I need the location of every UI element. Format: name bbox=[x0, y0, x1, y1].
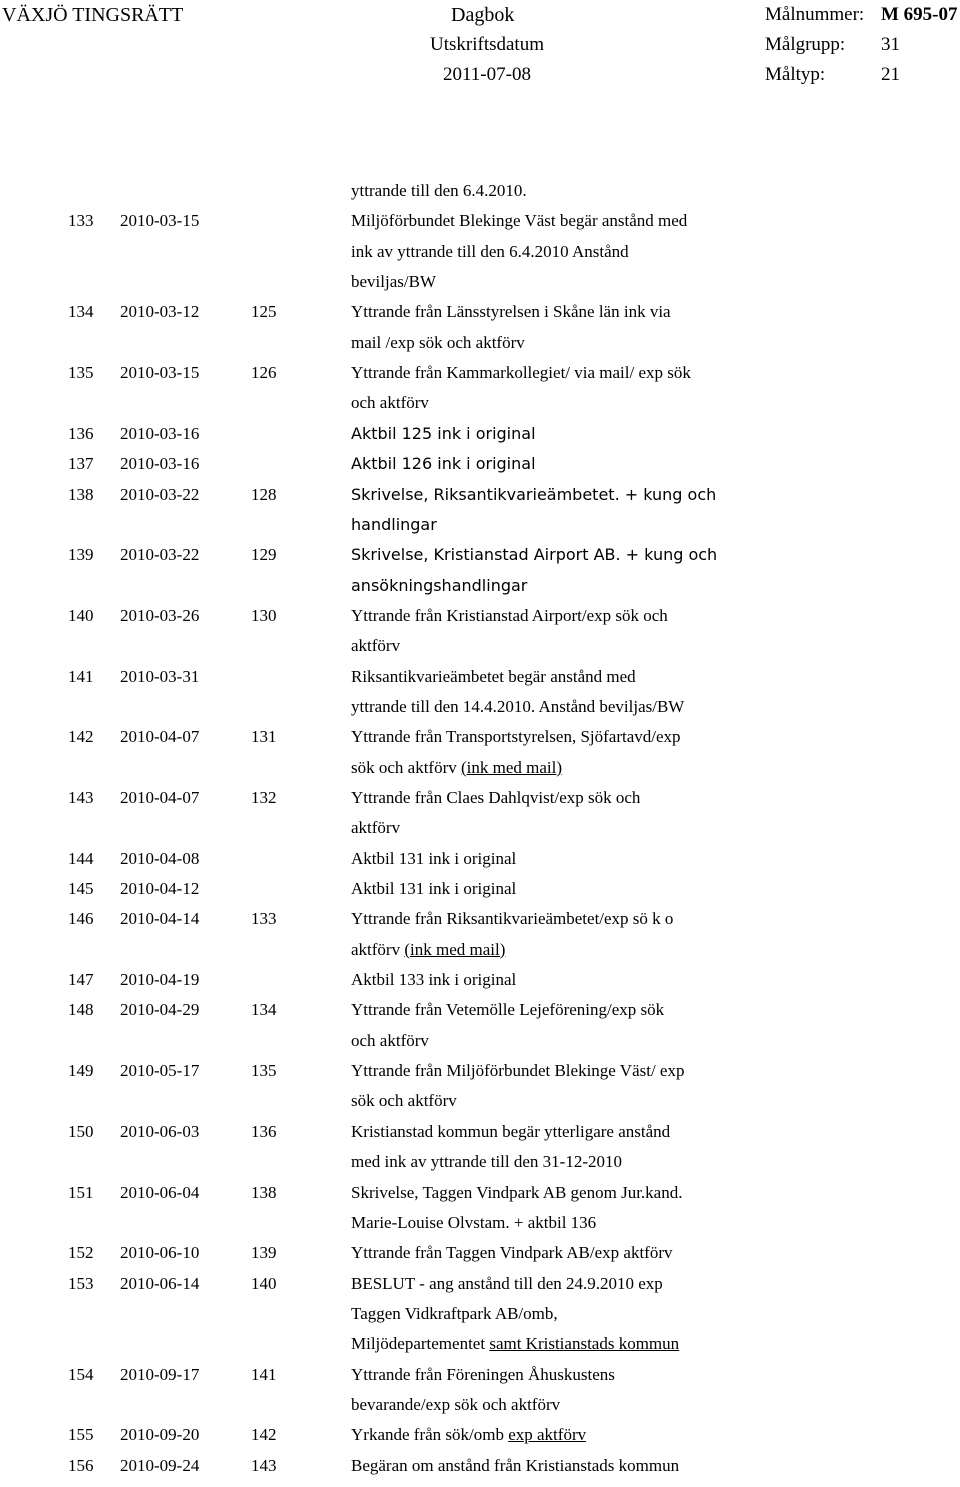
entry-aktbil: 139 bbox=[251, 1243, 277, 1263]
journal-entry bbox=[0, 211, 960, 302]
entry-text-line: Yttrande från Transportstyrelsen, Sjöfartavd/exp bbox=[351, 727, 681, 747]
entry-aktbil: 126 bbox=[251, 363, 277, 383]
entry-number: 146 bbox=[68, 909, 94, 929]
entry-number: 140 bbox=[68, 605, 94, 625]
print-date-label: Utskriftsdatum bbox=[430, 34, 544, 55]
entry-number: 143 bbox=[68, 788, 94, 807]
entry-text-line: Kristianstad kommun begär ytterligare anstånd bbox=[351, 1121, 671, 1141]
entry-date: 2010-04-12 bbox=[120, 879, 200, 899]
entry-text-line: Yttrande från Taggen Vindpark AB/exp aktförv bbox=[351, 1243, 673, 1263]
entry-text-line: mail /exp sök och aktförv bbox=[351, 332, 525, 352]
entry-date: 2010-06-03 bbox=[120, 1121, 200, 1141]
entry-aktbil: 143 bbox=[251, 1455, 277, 1475]
entry-text-line: ink av yttrande till den 6.4.2010 Anstånd bbox=[351, 241, 629, 261]
entry-text-line: och aktförv bbox=[351, 393, 429, 413]
entry-number: 151 bbox=[68, 1182, 94, 1202]
entry-text-line: handlingar bbox=[351, 514, 437, 534]
entry-text-line: Yttrande från Miljöförbundet Blekinge Väst/ exp bbox=[351, 1061, 685, 1081]
entry-text-line: Skrivelse, Taggen Vindpark AB genom Jur.kand. bbox=[351, 1182, 683, 1202]
entry-text-line: Yttrande från Vetemölle Lejeförening/exp sök bbox=[351, 1000, 665, 1020]
journal-entry bbox=[0, 1061, 960, 1122]
entry-date: 2010-04-29 bbox=[120, 1000, 200, 1020]
entry-number: 133 bbox=[68, 211, 94, 231]
entry-date: 2010-04-19 bbox=[120, 970, 200, 990]
entry-number: 144 bbox=[68, 848, 94, 868]
entry-number: 156 bbox=[68, 1455, 94, 1475]
entry-number: 135 bbox=[68, 363, 94, 383]
entry-text-line: Begäran om anstånd från Kristianstads kommun bbox=[351, 1455, 680, 1475]
entry-number: 150 bbox=[68, 1121, 94, 1141]
entry-aktbil: 134 bbox=[251, 1000, 277, 1020]
entry-text-line: och aktförv bbox=[351, 1030, 429, 1050]
entry-date: 2010-05-17 bbox=[120, 1061, 200, 1081]
entry-date: 2010-09-17 bbox=[120, 1364, 200, 1384]
entry-text-line: Miljödepartementet samt Kristianstads kommun bbox=[351, 1334, 680, 1354]
entry-aktbil: 136 bbox=[251, 1121, 277, 1141]
entry-date: 2010-04-07 bbox=[120, 727, 200, 747]
entry-date: 2010-03-22 bbox=[120, 545, 200, 565]
entry-date: 2010-06-14 bbox=[120, 1273, 200, 1293]
entry-text-line: sök och aktförv bbox=[351, 1091, 457, 1111]
entry-text-line: Aktbil 126 ink i original bbox=[351, 454, 536, 474]
journal-entry bbox=[0, 879, 960, 909]
entry-date: 2010-03-22 bbox=[120, 484, 200, 504]
journal-entry bbox=[0, 970, 960, 1000]
entry-text-line: aktförv bbox=[351, 818, 401, 838]
entry-aktbil: 132 bbox=[251, 788, 277, 807]
entry-number: 149 bbox=[68, 1061, 94, 1081]
journal-entry bbox=[0, 424, 960, 454]
entry-date: 2010-03-16 bbox=[120, 423, 200, 443]
journal-entry bbox=[0, 1243, 960, 1273]
entry-number: 152 bbox=[68, 1243, 94, 1263]
journal-entry bbox=[0, 788, 960, 849]
entry-number: 142 bbox=[68, 727, 94, 747]
entry-number: 155 bbox=[68, 1425, 94, 1445]
journal-entry bbox=[0, 1122, 960, 1183]
entry-text-line: Riksantikvarieämbetet begär anstånd med bbox=[351, 666, 636, 686]
entry-date: 2010-06-10 bbox=[120, 1243, 200, 1263]
journal-entry bbox=[0, 485, 960, 546]
case-group: 31 bbox=[881, 34, 900, 55]
entry-date: 2010-03-15 bbox=[120, 211, 200, 231]
journal-entry bbox=[0, 727, 960, 788]
entry-text-line: Aktbil 133 ink i original bbox=[351, 970, 517, 990]
entry-number: 148 bbox=[68, 1000, 94, 1020]
entry-text-line: BESLUT - ang anstånd till den 24.9.2010 exp bbox=[351, 1273, 663, 1293]
court-name: VÄXJÖ TINGSRÄTT bbox=[2, 4, 184, 26]
entry-number: 137 bbox=[68, 454, 94, 474]
journal-entry bbox=[0, 1274, 960, 1365]
journal-entry bbox=[0, 302, 960, 363]
entry-date: 2010-09-20 bbox=[120, 1425, 200, 1445]
entry-date: 2010-03-31 bbox=[120, 666, 200, 686]
entry-text-line: Yttrande från Länsstyrelsen i Skåne län ink via bbox=[351, 302, 671, 322]
entry-aktbil: 142 bbox=[251, 1425, 277, 1445]
entry-text-line: Miljöförbundet Blekinge Väst begär anstånd med bbox=[351, 211, 688, 231]
entry-aktbil: 130 bbox=[251, 605, 277, 625]
entry-date: 2010-06-04 bbox=[120, 1182, 200, 1202]
case-type: 21 bbox=[881, 64, 900, 85]
entry-text-line: Skrivelse, Riksantikvarieämbetet. + kung och bbox=[351, 484, 717, 504]
entry-date: 2010-04-07 bbox=[120, 788, 200, 807]
journal-entry bbox=[0, 849, 960, 879]
journal-entry bbox=[0, 545, 960, 606]
entry-aktbil: 125 bbox=[251, 302, 277, 322]
entry-text-line: ansökningshandlingar bbox=[351, 575, 528, 595]
entry-number: 145 bbox=[68, 879, 94, 899]
entry-aktbil: 135 bbox=[251, 1061, 277, 1081]
entry-aktbil: 141 bbox=[251, 1364, 277, 1384]
journal-entry bbox=[0, 1000, 960, 1061]
entry-text-line: Marie-Louise Olvstam. + aktbil 136 bbox=[351, 1212, 597, 1232]
journal-entry bbox=[0, 606, 960, 667]
entry-number: 147 bbox=[68, 970, 94, 990]
document-type: Dagbok bbox=[451, 4, 515, 26]
journal-entry bbox=[0, 1456, 960, 1486]
journal-entry bbox=[0, 909, 960, 970]
entry-number: 141 bbox=[68, 666, 94, 686]
journal-entry bbox=[0, 454, 960, 484]
entry-text-line: aktförv bbox=[351, 636, 401, 656]
entry-date: 2010-09-24 bbox=[120, 1455, 200, 1475]
case-number: M 695-07 bbox=[881, 4, 958, 25]
entry-aktbil: 128 bbox=[251, 484, 277, 504]
entry-text-line: Skrivelse, Kristianstad Airport AB. + kung och bbox=[351, 545, 718, 565]
entry-text-line: Aktbil 131 ink i original bbox=[351, 879, 517, 899]
case-number-label: Målnummer: bbox=[765, 4, 865, 25]
entry-date: 2010-04-14 bbox=[120, 909, 200, 929]
entry-date: 2010-03-15 bbox=[120, 363, 200, 383]
print-date: 2011-07-08 bbox=[443, 64, 531, 85]
entry-text-line: Yttrande från Kammarkollegiet/ via mail/ exp sök bbox=[351, 363, 691, 383]
entry-date: 2010-03-12 bbox=[120, 302, 200, 322]
entry-text-line: Yttrande från Riksantikvarieämbetet/exp sö k o bbox=[351, 909, 674, 929]
journal-entry bbox=[0, 181, 960, 211]
journal-entry bbox=[0, 667, 960, 728]
journal-entry bbox=[0, 1425, 960, 1455]
entry-date: 2010-03-16 bbox=[120, 454, 200, 474]
entry-number: 136 bbox=[68, 423, 94, 443]
entry-text-line: beviljas/BW bbox=[351, 272, 436, 292]
entry-text-line: Yttrande från Claes Dahlqvist/exp sök och bbox=[351, 788, 641, 807]
entry-text-line: Aktbil 125 ink i original bbox=[351, 423, 536, 443]
entry-text-line: Yrkande från sök/omb exp aktförv bbox=[351, 1425, 587, 1445]
entry-text-line: yttrande till den 14.4.2010. Anstånd beviljas/BW bbox=[351, 696, 685, 716]
entry-text-line: sök och aktförv (ink med mail) bbox=[351, 757, 563, 777]
entry-text-line: Yttrande från Kristianstad Airport/exp sök och bbox=[351, 605, 668, 625]
entry-date: 2010-03-26 bbox=[120, 605, 200, 625]
entry-aktbil: 129 bbox=[251, 545, 277, 565]
entry-number: 138 bbox=[68, 484, 94, 504]
entry-number: 134 bbox=[68, 302, 94, 322]
entry-text-line: aktförv (ink med mail) bbox=[351, 939, 506, 959]
entry-aktbil: 140 bbox=[251, 1273, 277, 1293]
entry-number: 154 bbox=[68, 1364, 94, 1384]
entry-aktbil: 138 bbox=[251, 1182, 277, 1202]
entry-text-line: med ink av yttrande till den 31-12-2010 bbox=[351, 1152, 622, 1172]
entry-text-line: Yttrande från Föreningen Åhuskustens bbox=[351, 1364, 615, 1384]
entry-text-line: yttrande till den 6.4.2010. bbox=[351, 181, 527, 200]
entry-text-line: Aktbil 131 ink i original bbox=[351, 848, 517, 868]
case-group-label: Målgrupp: bbox=[765, 34, 846, 55]
entry-text-line: Taggen Vidkraftpark AB/omb, bbox=[351, 1303, 558, 1323]
journal-entry bbox=[0, 1365, 960, 1426]
journal-entry bbox=[0, 1183, 960, 1244]
journal-entry bbox=[0, 363, 960, 424]
entry-aktbil: 133 bbox=[251, 909, 277, 929]
case-type-label: Måltyp: bbox=[765, 64, 826, 85]
entry-number: 153 bbox=[68, 1273, 94, 1293]
entry-text-line: bevarande/exp sök och aktförv bbox=[351, 1394, 561, 1414]
entry-number: 139 bbox=[68, 545, 94, 565]
entry-date: 2010-04-08 bbox=[120, 848, 200, 868]
entry-aktbil: 131 bbox=[251, 727, 277, 747]
